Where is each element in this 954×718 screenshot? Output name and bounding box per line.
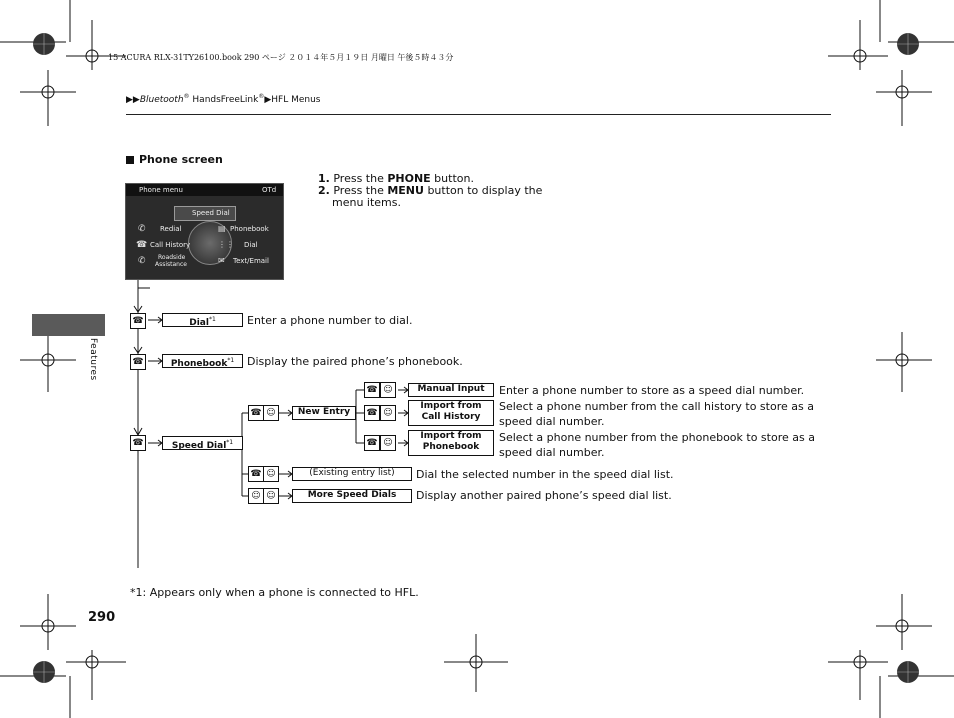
footnote-ref: *1 — [208, 316, 216, 323]
menu-speed-dial[interactable]: Speed Dial — [192, 209, 230, 217]
menu-redial[interactable]: Redial — [160, 225, 182, 233]
phone-button-icon: ☎ — [364, 435, 380, 451]
step-text: Press the — [333, 172, 388, 185]
new-entry-label: New Entry — [297, 407, 351, 417]
phone-button-icon: ☎ — [364, 382, 380, 398]
step-number: 2. — [318, 184, 330, 197]
interface-dial-icon: ☺ — [263, 405, 279, 421]
step-text: button to display the — [423, 184, 543, 197]
section-title: Phone screen — [139, 153, 223, 166]
manual-input-description: Enter a phone number to store as a speed dial number. — [499, 384, 805, 397]
import-phonebook-box — [408, 430, 494, 456]
phone-button-icon: ☎ — [248, 405, 264, 421]
breadcrumb-handsfreelink[interactable]: HandsFreeLink — [189, 95, 259, 105]
dial-label: Dial — [189, 318, 209, 328]
footnote-ref: *1 — [226, 439, 234, 446]
breadcrumb-arrows: ▶▶ — [126, 95, 140, 105]
phone-key-label: PHONE — [387, 172, 431, 185]
breadcrumb-hfl-menus[interactable]: HFL Menus — [271, 95, 321, 105]
call-history-icon: ☎ — [136, 240, 148, 250]
phone-button-icon: ☎ — [130, 313, 146, 329]
import-call-history-label: Import from — [420, 401, 482, 411]
registered-mark: ® — [258, 93, 265, 100]
dial-box — [162, 313, 243, 327]
dial-description: Enter a phone number to dial. — [247, 314, 413, 327]
existing-entry-description: Dial the selected number in the speed dial list. — [416, 468, 674, 481]
manual-input-box — [408, 383, 494, 397]
redial-icon: ✆ — [138, 224, 146, 234]
features-tab-label: Features — [88, 338, 98, 381]
interface-dial-icon: ☺ — [263, 466, 279, 482]
phonebook-box — [162, 354, 243, 368]
page-number: 290 — [88, 610, 116, 625]
breadcrumb-separator: ▶ — [264, 95, 272, 105]
step-text: button. — [430, 172, 474, 185]
screen-status-badge: OTd — [262, 186, 277, 194]
phonebook-label: Phonebook — [170, 359, 228, 369]
phone-button-icon: ☎ — [364, 405, 380, 421]
footnote-ref: *1 — [227, 357, 235, 364]
import-call-history-label: Call History — [421, 412, 481, 422]
speed-dial-label: Speed Dial — [171, 441, 227, 451]
keypad-icon: ⋮⋮ — [218, 240, 234, 249]
registered-mark: ® — [183, 93, 190, 100]
existing-entry-box — [292, 467, 412, 481]
speed-dial-box — [162, 436, 243, 450]
phonebook-description: Display the paired phone’s phonebook. — [247, 355, 463, 368]
breadcrumb-bluetooth[interactable]: Bluetooth — [139, 95, 184, 105]
more-speed-dials-label: More Speed Dials — [307, 490, 397, 500]
interface-dial-icon: ☺ — [380, 405, 396, 421]
email-icon: ✉ — [218, 256, 225, 265]
interface-dial-icon: ☺ — [380, 435, 396, 451]
step-text: Press the — [333, 184, 388, 197]
import-phonebook-description-2: speed dial number. — [499, 446, 605, 459]
import-phonebook-description-1: Select a phone number from the phonebook to store as a — [499, 431, 815, 444]
phone-button-icon: ☎ — [130, 435, 146, 451]
import-call-history-description-1: Select a phone number from the call history to store as a — [499, 400, 814, 413]
new-entry-box — [292, 406, 356, 420]
phonebook-icon: ▤ — [218, 224, 226, 233]
import-phonebook-label: Phonebook — [422, 442, 480, 452]
screen-title: Phone menu — [139, 186, 183, 194]
roadside-icon: ✆ — [138, 256, 146, 266]
interface-dial-icon: ☺ — [248, 488, 264, 504]
step-2-continued: menu items. — [332, 196, 402, 209]
existing-entry-label: (Existing entry list) — [309, 468, 395, 478]
more-speed-dials-box — [292, 489, 412, 503]
print-marker: 15 ACURA RLX-31TY26100.book 290 ページ ２０１４年５月１９日 月曜日 午後５時４３分 — [108, 53, 454, 62]
menu-roadside-2[interactable]: Assistance — [155, 261, 187, 268]
phone-button-icon: ☎ — [248, 466, 264, 482]
menu-roadside-1[interactable]: Roadside — [158, 254, 186, 261]
interface-dial-icon: ☺ — [263, 488, 279, 504]
manual-input-label: Manual Input — [417, 384, 485, 394]
phone-button-icon: ☎ — [130, 354, 146, 370]
menu-call-history[interactable]: Call History — [150, 241, 191, 249]
menu-dial[interactable]: Dial — [244, 241, 258, 249]
import-phonebook-label: Import from — [420, 431, 482, 441]
menu-text-email[interactable]: Text/Email — [233, 257, 269, 265]
footnote: *1: Appears only when a phone is connected to HFL. — [130, 586, 419, 599]
menu-key-label: MENU — [387, 184, 424, 197]
more-speed-dials-description: Display another paired phone’s speed dial list. — [416, 489, 672, 502]
step-number: 1. — [318, 172, 330, 185]
import-call-history-box — [408, 400, 494, 426]
menu-phonebook[interactable]: Phonebook — [230, 225, 269, 233]
import-call-history-description-2: speed dial number. — [499, 415, 605, 428]
interface-dial-icon: ☺ — [380, 382, 396, 398]
